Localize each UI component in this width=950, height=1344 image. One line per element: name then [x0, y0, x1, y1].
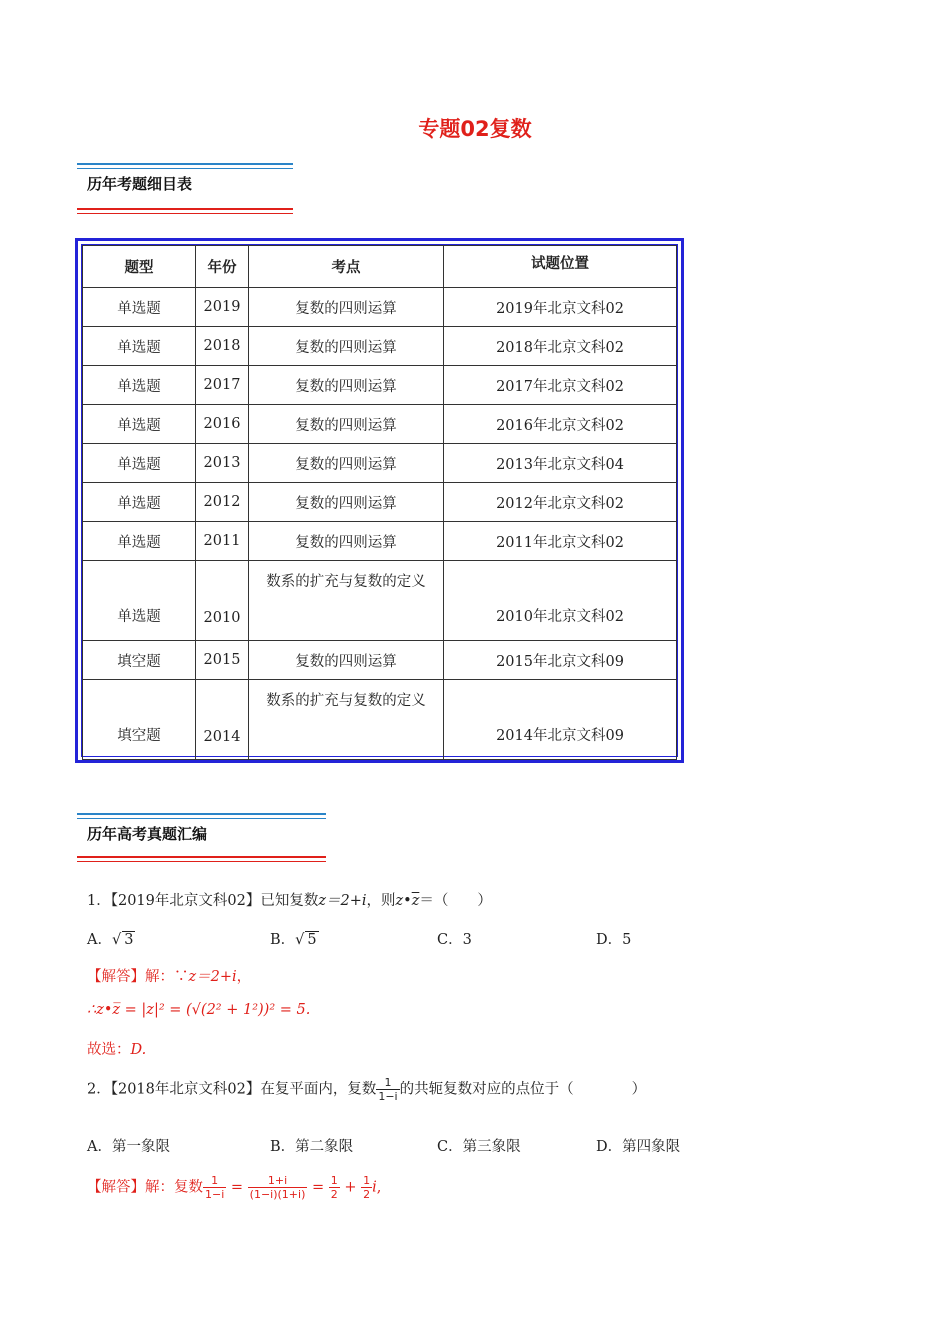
cell-topic: 复数的四则运算 [249, 444, 444, 483]
z-conj-product: $z•\overline{z}$ [395, 893, 420, 909]
cell-year: 2019 [196, 288, 249, 327]
table-header-row [83, 246, 677, 288]
cell-position: 2014年北京文科09 [444, 680, 677, 760]
q1-option-a: A．√ 3 [87, 932, 134, 948]
cell-year: 2013 [196, 444, 249, 483]
cell-type: 单选题 [83, 327, 196, 366]
cell-type: 单选题 [83, 405, 196, 444]
table-row [83, 327, 677, 366]
table-row [83, 288, 677, 327]
section-header-table [77, 163, 293, 193]
q1-option-c: C．3 [437, 932, 472, 948]
cell-topic: 复数的四则运算 [249, 641, 444, 680]
cell-position: 2018年北京文科02 [444, 327, 677, 366]
question-1-stem: 1．【2019年北京文科02】已知复数z＝2+i，则$z•\overline{z}=$（ ） [87, 893, 492, 909]
table-header: 考点 [249, 246, 444, 288]
q2-option-b: B．第二象限 [270, 1139, 354, 1155]
question-2-stem: 2．【2018年北京文科02】在复平面内，复数 $\frac{1}{1-i}$ 的共轭复数对应的点位于（ ） [87, 1076, 647, 1103]
cell-position: 2015年北京文科09 [444, 641, 677, 680]
decor-bar-blue [77, 163, 293, 169]
cell-type: 填空题 [83, 680, 196, 760]
cell-type: 单选题 [83, 288, 196, 327]
cell-year: 2015 [196, 641, 249, 680]
cell-type: 单选题 [83, 366, 196, 405]
page-title: 专题02复数 [418, 117, 532, 141]
cell-type: 单选题 [83, 522, 196, 561]
q1-answer-line2: ∴z•z̅ = |z|² = (√(2² + 1²))² = 5. [87, 1002, 311, 1018]
table-row [83, 483, 677, 522]
cell-position: 2012年北京文科02 [444, 483, 677, 522]
q2-answer-line1: 【解答】解：复数 $\frac{1}{1-i}$ = $\frac{1+i}{(1-i)(1+i)}$ = $\frac{1}{2}$ + $\frac{1}{2}$ i, [87, 1174, 382, 1201]
table-row [83, 366, 677, 405]
q1-option-d: D．5 [596, 932, 632, 948]
q1-answer-line1: 【解答】解：∵z＝2+i， [87, 969, 252, 985]
table-row [83, 561, 677, 641]
table-header: 题型 [83, 246, 196, 288]
cell-year: 2016 [196, 405, 249, 444]
cell-type: 单选题 [83, 561, 196, 641]
table-header: 试题位置 [444, 246, 677, 288]
cell-position: 2017年北京文科02 [444, 366, 677, 405]
cell-type: 单选题 [83, 444, 196, 483]
table-row [83, 641, 677, 680]
q1-option-b: B．√ 5 [270, 932, 317, 948]
cell-topic: 复数的四则运算 [249, 522, 444, 561]
cell-topic: 复数的四则运算 [249, 366, 444, 405]
cell-type: 单选题 [83, 483, 196, 522]
cell-year: 2017 [196, 366, 249, 405]
z-expression: z＝2+i [318, 893, 367, 909]
cell-position: 2011年北京文科02 [444, 522, 677, 561]
q2-option-c: C．第三象限 [437, 1139, 521, 1155]
q2-option-d: D．第四象限 [596, 1139, 681, 1155]
q1-answer-line3: 故选：D. [87, 1042, 147, 1058]
cell-position: 2019年北京文科02 [444, 288, 677, 327]
cell-topic: 数系的扩充与复数的定义 [249, 680, 444, 760]
cell-year: 2010 [196, 561, 249, 641]
table-header: 年份 [196, 246, 249, 288]
q2-option-a: A．第一象限 [87, 1139, 170, 1155]
cell-topic: 复数的四则运算 [249, 483, 444, 522]
table-row [83, 522, 677, 561]
table-row [83, 405, 677, 444]
section-label: 历年考题细目表 [87, 175, 193, 193]
cell-year: 2012 [196, 483, 249, 522]
decor-bar-blue [77, 813, 326, 819]
cell-topic: 复数的四则运算 [249, 327, 444, 366]
section-label: 历年高考真题汇编 [87, 825, 208, 843]
cell-position: 2016年北京文科02 [444, 405, 677, 444]
table-row [83, 444, 677, 483]
cell-position: 2010年北京文科02 [444, 561, 677, 641]
cell-topic: 数系的扩充与复数的定义 [249, 561, 444, 641]
table-row [83, 680, 677, 760]
cell-year: 2014 [196, 680, 249, 760]
cell-position: 2013年北京文科04 [444, 444, 677, 483]
cell-topic: 复数的四则运算 [249, 405, 444, 444]
cell-year: 2011 [196, 522, 249, 561]
cell-type: 填空题 [83, 641, 196, 680]
exam-table-frame [75, 238, 684, 763]
cell-year: 2018 [196, 327, 249, 366]
decor-bar-red [77, 208, 293, 214]
cell-topic: 复数的四则运算 [249, 288, 444, 327]
exam-table [82, 245, 677, 760]
decor-bar-red [77, 856, 326, 862]
section-header-questions [77, 813, 326, 843]
